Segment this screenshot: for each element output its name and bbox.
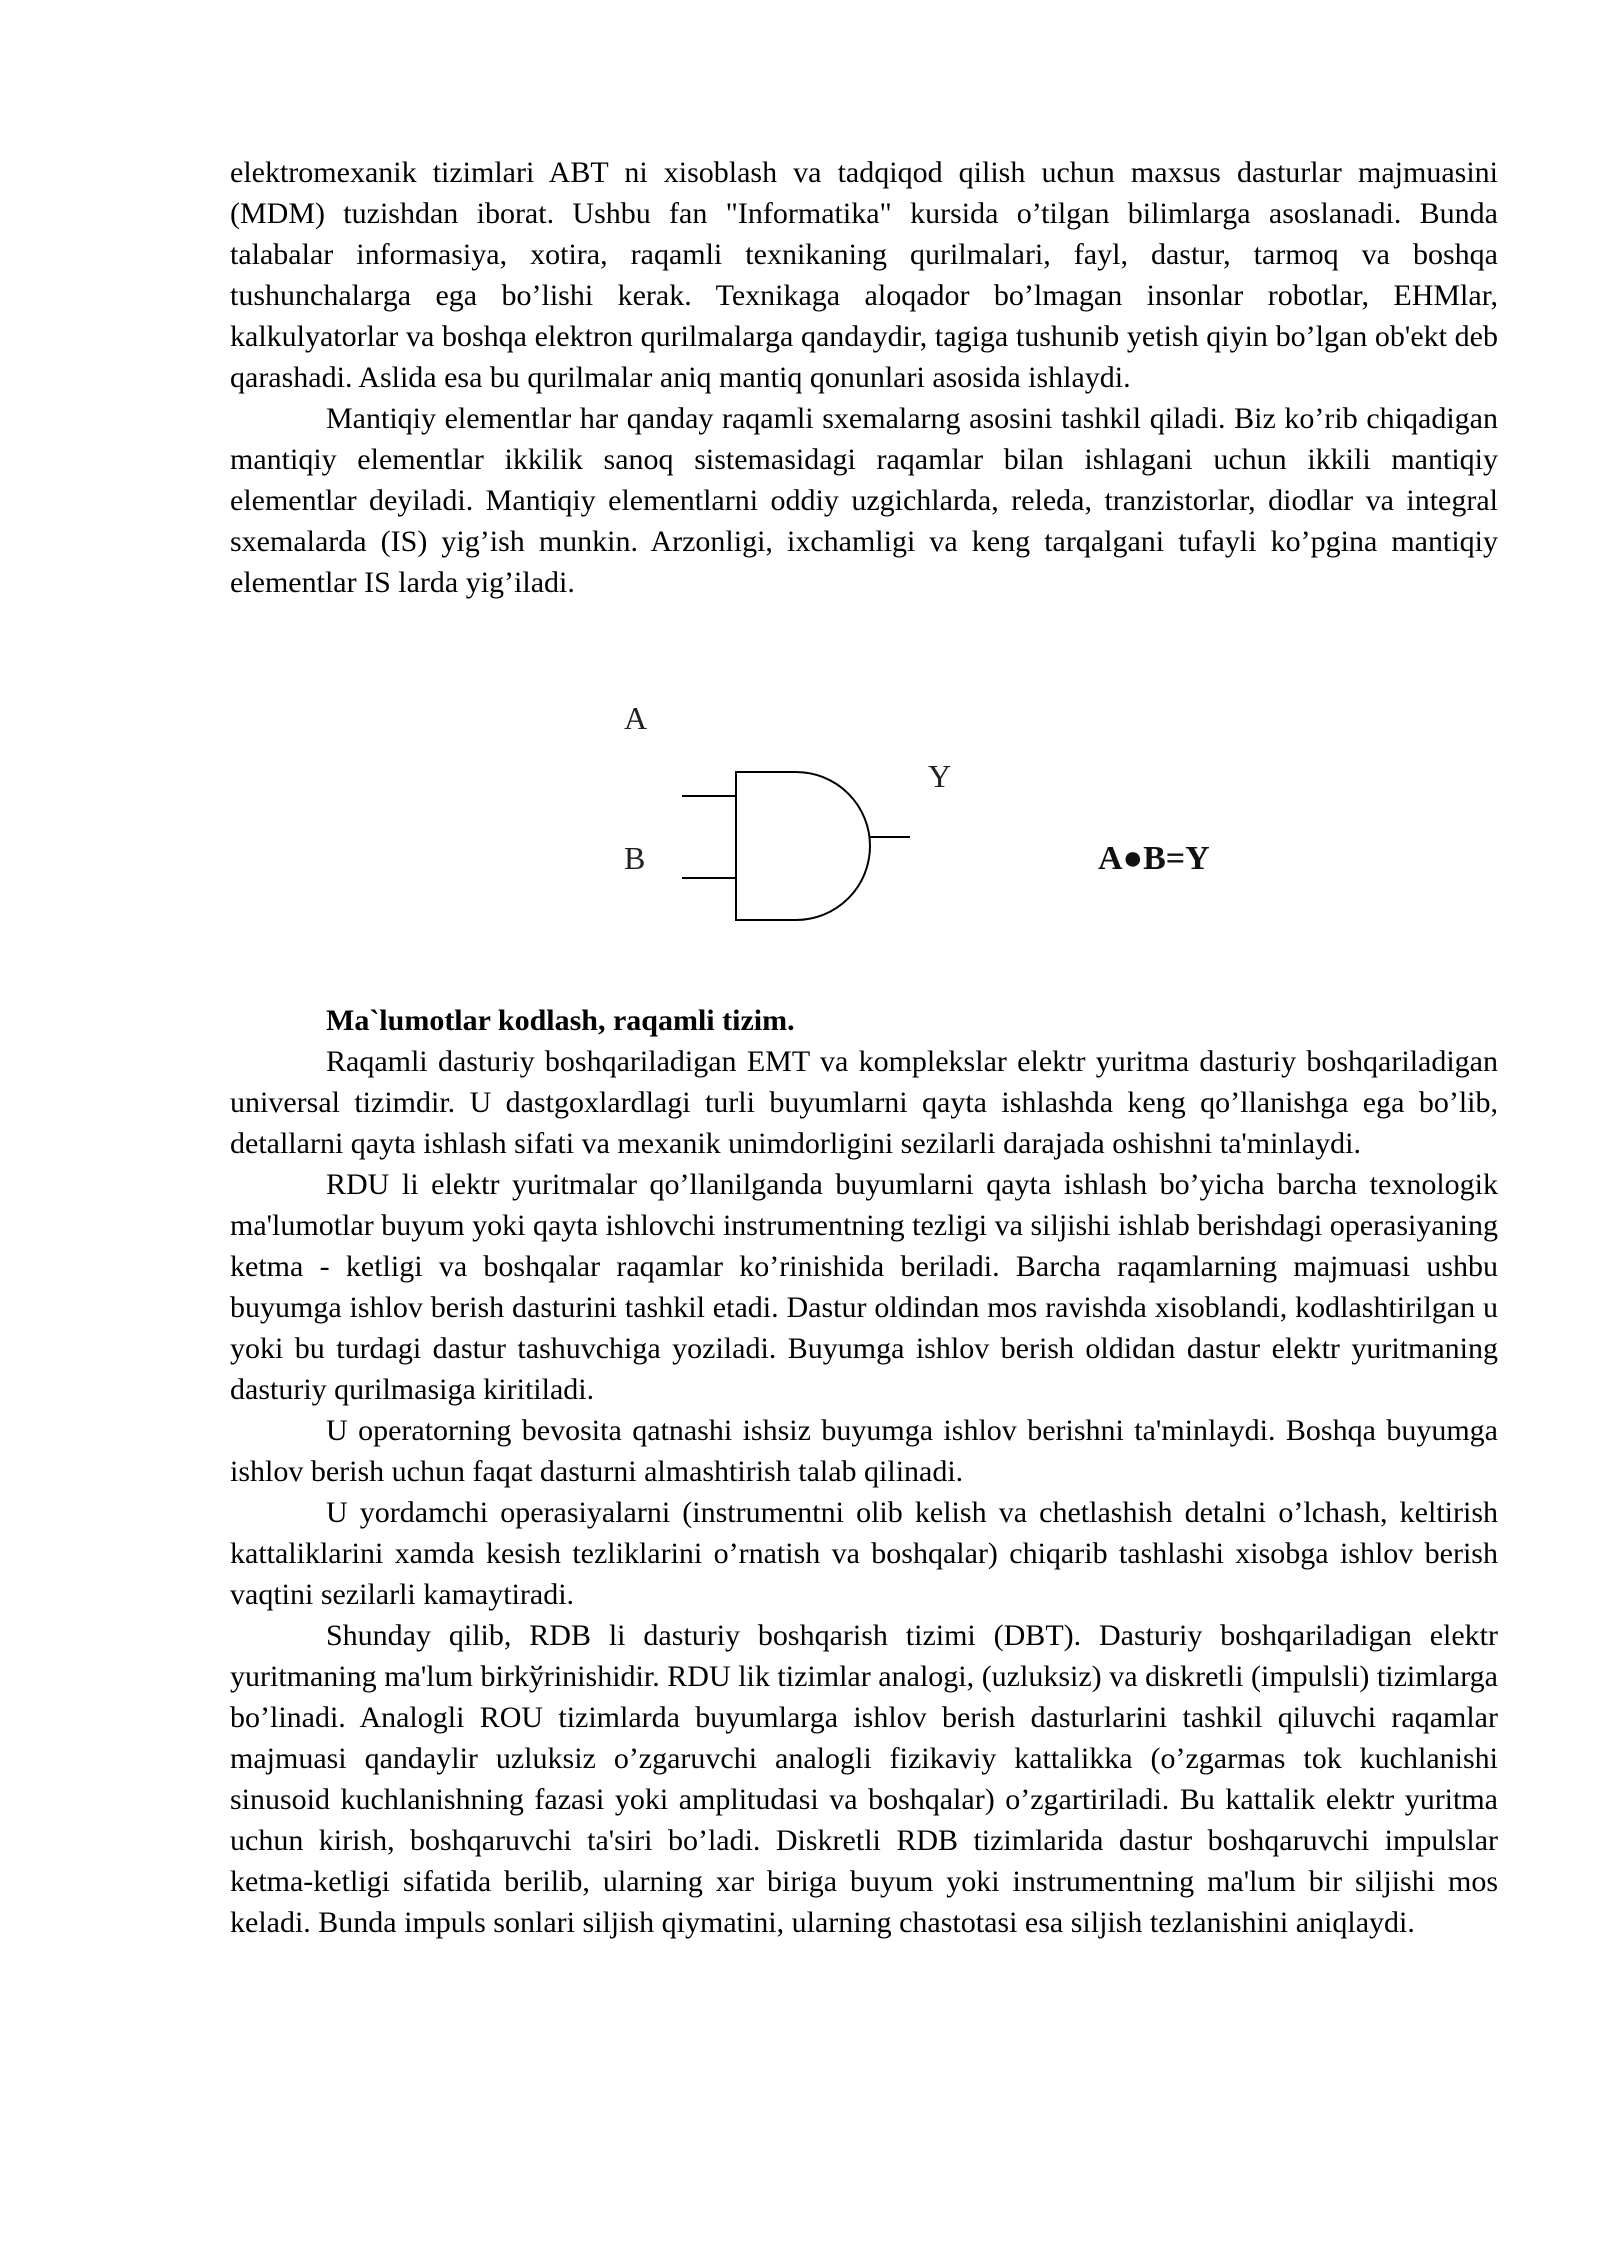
input-b-label: B — [624, 840, 646, 876]
top-text-block — [230, 152, 1498, 603]
paragraph-4: RDU li elektr yuritmalar qo’llanilganda buyumlarni qayta ishlash bo’yicha barcha texnologik ma'lumotlar buyum yoki qayta ishlovchi instrumentning tezligi va siljishi ishlab berishdagi operasiyaning ketma - ketligi va boshqalar raqamlar ko’rinishida beriladi. Barcha raqamlarning majmuasi ushbu buyumga ishlov berish dasturini tashkil etadi. Dastur oldindan mos ravishda xisoblandi, kodlashtirilgan u yoki bu turdagi dastur tashuvchiga yoziladi. Buyumga ishlov berish oldidan dastur elektr yuritmaning dasturiy qurilmasiga kiritiladi. — [230, 1168, 1498, 1406]
paragraph-7: Shunday qilib, RDB li dasturiy boshqarish tizimi (DBT). Dasturiy boshqariladigan elektr yuritmaning ma'lum birkўrinishidir. RDU lik tizimlar analogi, (uzluksiz) va diskretli (impulsli) tizimlarga bo’linadi. Analogli ROU tizimlarda buyumlarga ishlov berish dasturlarini tashkil qiluvchi raqamlar majmuasi qandaylir uzluksiz o’zgaruvchi analogli fizikaviy kattalikka (o’zgarmas tok kuchlanishi sinusoid kuchlanishning fazasi yoki amplitudasi va boshqalar) o’zgartiriladi. Bu kattalik elektr yuritma uchun kirish, boshqaruvchi ta'siri bo’ladi. Diskretli RDB tizimlarida dastur boshqaruvchi impulslar ketma-ketligi sifatida berilib, ularning xar biriga buyum yoki instrumentning ma'lum bir siljishi mos keladi. Bunda impuls sonlari siljish qiymatini, ularning chastotasi esa siljish tezlanishini aniqlaydi. — [230, 1619, 1498, 1939]
and-formula: A●B=Y — [1098, 840, 1210, 877]
section-heading: Ma`lumotlar kodlash, raqamli tizim. — [326, 1004, 795, 1037]
and-gate-symbol — [600, 690, 1260, 930]
paragraph-6: U yordamchi operasiyalarni (instrumentni olib kelish va chetlashish detalni o’lchash, keltirish kattaliklarini xamda kesish tezliklarini o’rnatish va boshqalar) chiqarib tashlashi xisobga ishlov berish vaqtini sezilarli kamaytiradi. — [230, 1496, 1498, 1611]
paragraph-1: elektromexanik tizimlari ABT ni xisoblash va tadqiqod qilish uchun maxsus dasturlar majmuasini (MDM) tuzishdan iborat. Ushbu fan "Informatika" kursida o’tilgan bilimlarga asoslanadi. Bunda talabalar informasiya, xotira, raqamli texnikaning qurilmalari, fayl, dastur, tarmoq va boshqa tushunchalarga ega bo’lishi kerak. Texnikaga aloqador bo’lmagan insonlar robotlar, EHMlar, kalkulyatorlar va boshqa elektron qurilmalarga qandaydir, tagiga tushunib yetish qiyin bo’lgan ob'ekt deb qarashadi. Aslida esa bu qurilmalar aniq mantiq qonunlari asosida ishlaydi. — [230, 156, 1498, 394]
paragraph-5: U operatorning bevosita qatnashi ishsiz buyumga ishlov berishni ta'minlaydi. Boshqa buyumga ishlov berish uchun faqat dasturni almashtirish talab qilinadi. — [230, 1414, 1498, 1488]
paragraph-3: Raqamli dasturiy boshqariladigan EMT va komplekslar elektr yuritma dasturiy boshqariladigan universal tizimdir. U dastgoxlardlagi turli buyumlarni qayta ishlashda keng qo’llanishga ega bo’lib, detallarni qayta ishlash sifati va mexanik unimdorligini sezilarli darajada oshishni ta'minlaydi. — [230, 1045, 1498, 1160]
paragraph-2: Mantiqiy elementlar har qanday raqamli sxemalarng asosini tashkil qiladi. Biz ko’rib chiqadigan mantiqiy elementlar ikkilik sanoq sistemasidagi raqamlar bilan ishlagani uchun ikkili mantiqiy elementlar deyiladi. Mantiqiy elementlarni oddiy uzgichlarda, releda, tranzistorlar, diodlar va integral sxemalarda (IS) yig’ish munkin. Arzonligi, ixchamligi va keng tarqalgani tufayli ko’pgina mantiqiy elementlar IS larda yig’iladi. — [230, 402, 1498, 599]
and-gate-body — [736, 772, 870, 920]
bottom-text-block — [230, 1000, 1498, 1943]
input-a-label: A — [624, 700, 648, 736]
and-gate-diagram — [600, 690, 1260, 930]
output-y-label: Y — [928, 758, 952, 794]
